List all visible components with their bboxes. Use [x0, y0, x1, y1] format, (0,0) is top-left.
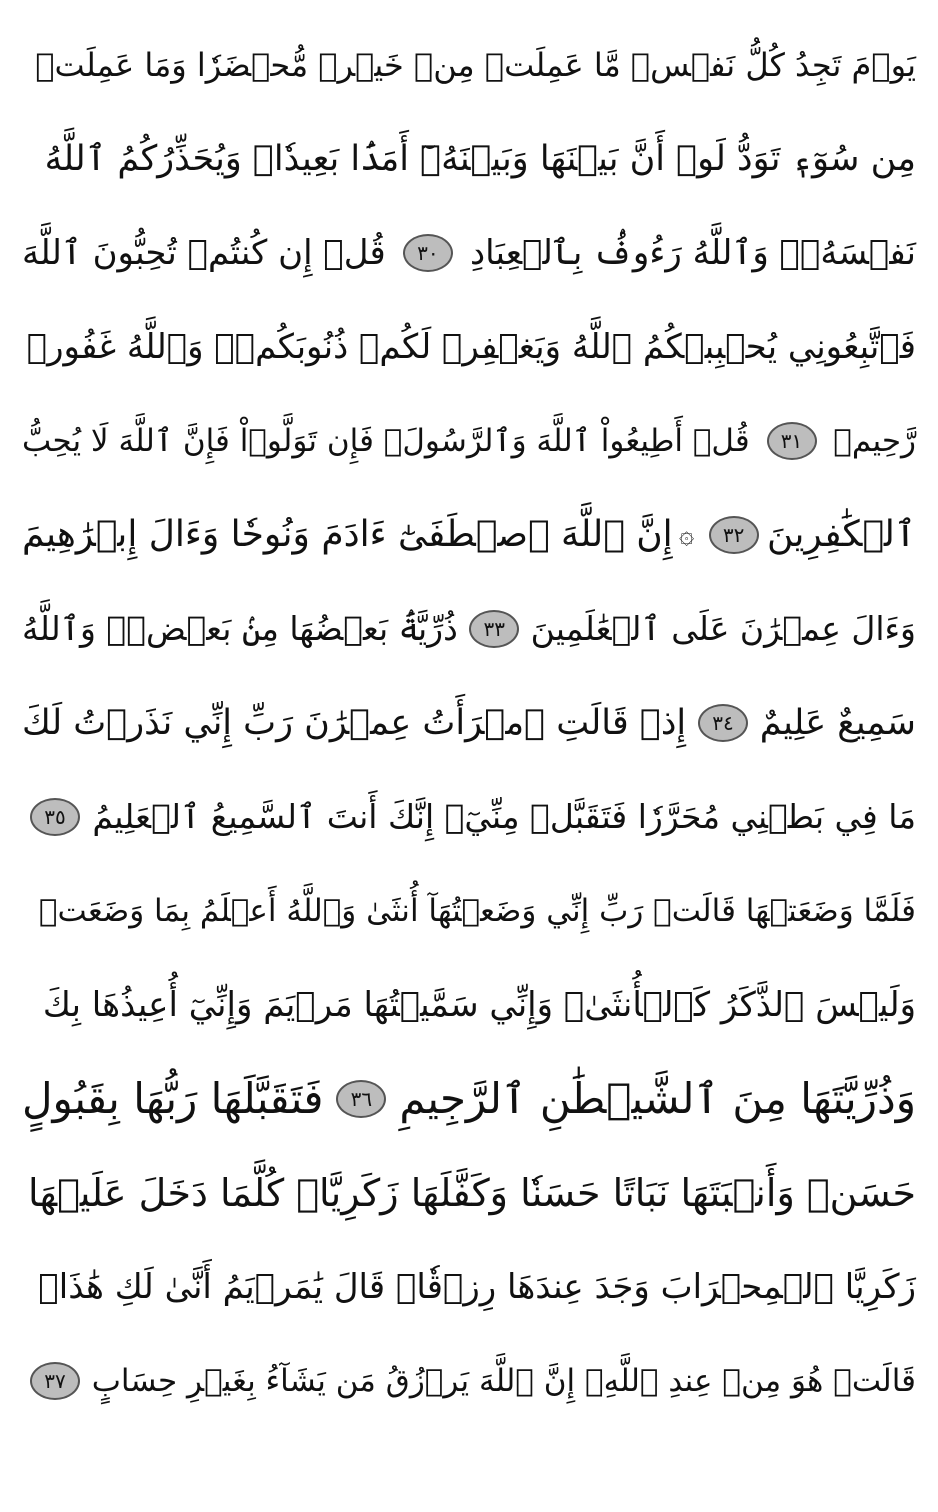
text-line-3	[22, 206, 916, 300]
verse-text: قُلۡ إِن كُنتُمۡ تُحِبُّونَ ٱللَّهَ	[22, 233, 386, 273]
text-line-11	[22, 958, 916, 1052]
verse-text: مِن سُوٓءٖ تَوَدُّ لَوۡ أَنَّ بَيۡنَهَا وَبَيۡنَهُۥٓ أَمَدَۢا بَعِيدٗاۗ وَيُحَذِّرُكُمُ ٱللَّهُ	[44, 139, 916, 179]
text-line-1	[22, 18, 916, 112]
text-line-14	[22, 1240, 916, 1334]
text-line-9	[22, 770, 916, 864]
text-line-2	[22, 112, 916, 206]
verse-number-marker: ٣٥	[30, 798, 80, 836]
text-line-7	[22, 582, 916, 676]
verse-text: قَالَتۡ هُوَ مِنۡ عِندِ ٱللَّهِۖ إِنَّ ٱللَّهَ يَرۡزُقُ مَن يَشَآءُ بِغَيۡرِ حِسَابٍ	[91, 1363, 916, 1399]
verse-text: سَمِيعٌ عَلِيمٌ	[759, 703, 916, 743]
verse-text: فَتَقَبَّلَهَا رَبُّهَا بِقَبُولٍ	[22, 1074, 324, 1123]
verse-text: قُلۡ أَطِيعُواْ ٱللَّهَ وَٱلرَّسُولَۖ فَإِن تَوَلَّوۡاْ فَإِنَّ ٱللَّهَ لَا يُحِبُّ	[22, 423, 750, 459]
text-line-12	[22, 1052, 916, 1146]
text-line-5	[22, 394, 916, 488]
text-line-8	[22, 676, 916, 770]
text-line-4	[22, 300, 916, 394]
hizb-star-icon: ۞	[679, 520, 695, 550]
verse-text: زَكَرِيَّا ٱلۡمِحۡرَابَ وَجَدَ عِندَهَا رِزۡقٗاۖ قَالَ يَٰمَرۡيَمُ أَنَّىٰ لَكِ هَٰذَاۖ	[38, 1267, 916, 1307]
text-line-15	[22, 1334, 916, 1428]
text-line-6	[22, 488, 916, 582]
verse-number-marker: ٣١	[767, 422, 817, 460]
verse-text: حَسَنٖ وَأَنۢبَتَهَا نَبَاتًا حَسَنٗا وَكَفَّلَهَا زَكَرِيَّاۖ كُلَّمَا دَخَلَ عَلَيۡهَا	[27, 1171, 916, 1215]
verse-number-marker: ٣٧	[30, 1362, 80, 1400]
verse-text: مَا فِي بَطۡنِي مُحَرَّرٗا فَتَقَبَّلۡ مِنِّيٓۖ إِنَّكَ أَنتَ ٱلسَّمِيعُ ٱلۡعَلِيمُ	[92, 797, 916, 836]
verse-number-marker: ٣٤	[698, 704, 748, 742]
verse-text: ذُرِّيَّةَۢ بَعۡضُهَا مِنۢ بَعۡضٖۗ وَٱللَّهُ	[22, 609, 458, 648]
verse-number-marker: ٣٣	[469, 610, 519, 648]
text-line-10	[22, 864, 916, 958]
verse-text: ٱلۡكَٰفِرِينَ	[766, 514, 916, 555]
verse-text: وَلَيۡسَ ٱلذَّكَرُ كَٱلۡأُنثَىٰۖ وَإِنِّي سَمَّيۡتُهَا مَرۡيَمَ وَإِنِّيٓ أُعِيذُهَا بِكَ	[42, 985, 916, 1025]
text-line-13	[22, 1146, 916, 1240]
verse-text: إِنَّ ٱللَّهَ ٱصۡطَفَىٰٓ ءَادَمَ وَنُوحٗا وَءَالَ إِبۡرَٰهِيمَ	[22, 514, 673, 555]
verse-text: فَٱتَّبِعُونِي يُحۡبِبۡكُمُ ٱللَّهُ وَيَغۡفِرۡ لَكُمۡ ذُنُوبَكُمۡۚ وَٱللَّهُ غَفُورٞ	[26, 327, 916, 367]
verse-text: نَفۡسَهُۥۗ وَٱللَّهُ رَءُوفُۢ بِٱلۡعِبَادِ	[469, 233, 916, 273]
verse-text: إِذۡ قَالَتِ ٱمۡرَأَتُ عِمۡرَٰنَ رَبِّ إِنِّي نَذَرۡتُ لَكَ	[22, 703, 687, 743]
verse-text: فَلَمَّا وَضَعَتۡهَا قَالَتۡ رَبِّ إِنِّي وَضَعۡتُهَآ أُنثَىٰ وَٱللَّهُ أَعۡلَمُ بِمَا وَضَعَتۡ	[38, 893, 916, 929]
verse-text: رَّحِيمٞ	[833, 423, 916, 459]
verse-number-marker: ٣٦	[336, 1080, 386, 1118]
verse-text: يَوۡمَ تَجِدُ كُلُّ نَفۡسٖ مَّا عَمِلَتۡ مِنۡ خَيۡرٖ مُّحۡضَرٗا وَمَا عَمِلَتۡ	[35, 46, 916, 84]
verse-number-marker: ٣٠	[403, 234, 453, 272]
verse-text: وَذُرِّيَّتَهَا مِنَ ٱلشَّيۡطَٰنِ ٱلرَّجِيمِ	[399, 1074, 916, 1123]
verse-text: وَءَالَ عِمۡرَٰنَ عَلَى ٱلۡعَٰلَمِينَ	[530, 609, 916, 648]
verse-number-marker: ٣٢	[709, 516, 759, 554]
